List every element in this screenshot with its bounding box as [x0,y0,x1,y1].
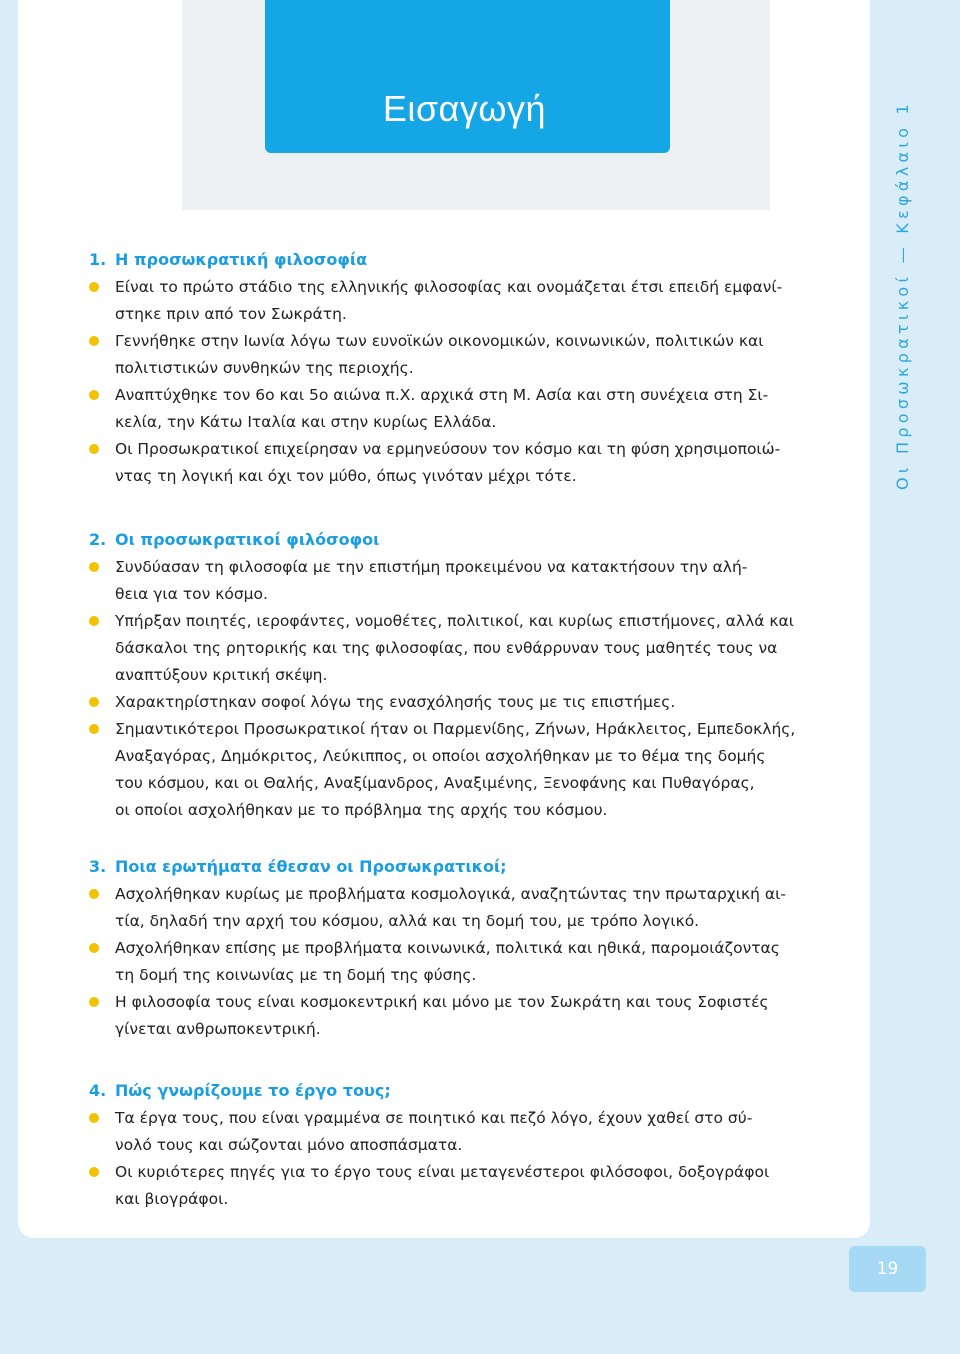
bullet-dot-icon [89,997,99,1007]
bullet-dot-icon [89,562,99,572]
section-number: 3. [89,857,107,876]
bullet-text-line: οι οποίοι ασχολήθηκαν με το πρόβλημα της αρχής του κόσμου. [115,801,608,819]
bullet-item [89,716,859,824]
bullet-text-line: στηκε πριν από τον Σωκράτη. [115,305,347,323]
bullet-text-line: Σημαντικότεροι Προσωκρατικοί ήταν οι Παρμενίδης, Ζήνων, Ηράκλειτος, Εμπεδοκλής, [115,720,796,738]
page-number-badge [849,1246,926,1292]
bullet-item [89,554,859,608]
section-heading [89,246,859,274]
bullet-text-line: Αναξαγόρας, Δημόκριτος, Λεύκιππος, οι οποίοι ασχολήθηκαν με το θέμα της δομής [115,747,766,765]
bullet-list [89,881,859,1043]
bullet-dot-icon [89,724,99,734]
bullet-dot-icon [89,943,99,953]
bullet-text-line: Ασχολήθηκαν επίσης με προβλήματα κοινωνικά, πολιτικά και ηθικά, παρομοιάζοντας [115,939,780,957]
bullet-dot-icon [89,697,99,707]
bullet-dot-icon [89,1113,99,1123]
section-heading [89,526,859,554]
bullet-dot-icon [89,889,99,899]
section-4 [89,1077,859,1213]
bullet-item [89,935,859,989]
bullet-text-line: Χαρακτηρίστηκαν σοφοί λόγω της ενασχόλησής τους με τις επιστήμες. [115,693,676,711]
bullet-text-line: Υπήρξαν ποιητές, ιεροφάντες, νομοθέτες, πολιτικοί, και κυρίως επιστήμονες, αλλά και [115,612,794,630]
bullet-item [89,436,859,490]
section-number: 2. [89,530,107,549]
bullet-item [89,274,859,328]
bullet-dot-icon [89,390,99,400]
bullet-text-line: δάσκαλοι της ρητορικής και της φιλοσοφίας, που ενθάρρυναν τους μαθητές τους να [115,639,778,657]
section-number: 4. [89,1081,107,1100]
bullet-list [89,554,859,824]
bullet-dot-icon [89,616,99,626]
bullet-text-line: Συνδύασαν τη φιλοσοφία με την επιστήμη προκειμένου να κατακτήσουν την αλή- [115,558,748,576]
bullet-text-line: κελία, την Κάτω Ιταλία και στην κυρίως Ελλάδα. [115,413,497,431]
bullet-item [89,328,859,382]
bullet-dot-icon [89,444,99,454]
section-2 [89,526,859,824]
bullet-text-line: Τα έργα τους, που είναι γραμμένα σε ποιητικό και πεζό λόγο, έχουν χαθεί στο σύ- [115,1109,753,1127]
bullet-item [89,989,859,1043]
bullet-dot-icon [89,282,99,292]
section-title: Πώς γνωρίζουμε το έργο τους; [115,1081,391,1100]
page-title: Εισαγωγή [382,88,546,129]
bullet-text-line: Η φιλοσοφία τους είναι κοσμοκεντρική και μόνο με τον Σωκράτη και τους Σοφιστές [115,993,769,1011]
section-number: 1. [89,250,107,269]
bullet-dot-icon [89,1167,99,1177]
bullet-text-line: του κόσμου, και οι Θαλής, Αναξίμανδρος, Αναξιμένης, Ξενοφάνης και Πυθαγόρας, [115,774,755,792]
bullet-text-line: νολό τους και σώζονται μόνο αποσπάσματα. [115,1136,463,1154]
bullet-item [89,608,859,689]
bullet-text-line: πολιτιστικών συνθηκών της περιοχής. [115,359,414,377]
bullet-item [89,689,859,716]
page-number: 19 [876,1259,899,1279]
bullet-list [89,1105,859,1213]
bullet-text-line: και βιογράφοι. [115,1190,229,1208]
bullet-item [89,1105,859,1159]
bullet-text-line: θεια για τον κόσμο. [115,585,268,603]
bullet-dot-icon [89,336,99,346]
section-title: Ποια ερωτήματα έθεσαν οι Προσωκρατικοί; [115,857,507,876]
bullet-item [89,1159,859,1213]
section-heading [89,853,859,881]
bullet-text-line: Είναι το πρώτο στάδιο της ελληνικής φιλοσοφίας και ονομάζεται έτσι επειδή εμφανί- [115,278,783,296]
bullet-item [89,382,859,436]
section-3 [89,853,859,1043]
bullet-text-line: Αναπτύχθηκε τον 6ο και 5ο αιώνα π.Χ. αρχικά στη Μ. Ασία και στη συνέχεια στη Σι- [115,386,769,404]
bullet-text-line: Γεννήθηκε στην Ιωνία λόγω των ευνοϊκών οικονομικών, κοινωνικών, πολιτικών και [115,332,764,350]
bullet-text-line: Ασχολήθηκαν κυρίως με προβλήματα κοσμολογικά, αναζητώντας την πρωταρχική αι- [115,885,786,903]
bullet-text-line: Οι κυριότερες πηγές για το έργο τους είναι μεταγενέστεροι φιλόσοφοι, δοξογράφοι [115,1163,770,1181]
bullet-text-line: τη δομή της κοινωνίας με τη δομή της φύσης. [115,966,477,984]
section-title: Η προσωκρατική φιλοσοφία [115,250,368,269]
bullet-text-line: ντας τη λογική και όχι τον μύθο, όπως γινόταν μέχρι τότε. [115,467,577,485]
bullet-text-line: αναπτύξουν κριτική σκέψη. [115,666,328,684]
bullet-text-line: γίνεται ανθρωποκεντρική. [115,1020,321,1038]
bullet-text-line: τία, δηλαδή την αρχή του κόσμου, αλλά και τη δομή του, με τρόπο λογικό. [115,912,700,930]
chapter-side-label: Οι Προσωκρατικοί — Κεφάλαιο 1 [893,99,912,490]
bullet-text-line: Οι Προσωκρατικοί επιχείρησαν να ερμηνεύσουν τον κόσμο και τη φύση χρησιμοποιώ- [115,440,781,458]
bullet-item [89,881,859,935]
section-heading [89,1077,859,1105]
title-banner [265,0,670,153]
section-1 [89,246,859,490]
bullet-list [89,274,859,490]
section-title: Οι προσωκρατικοί φιλόσοφοι [115,530,380,549]
